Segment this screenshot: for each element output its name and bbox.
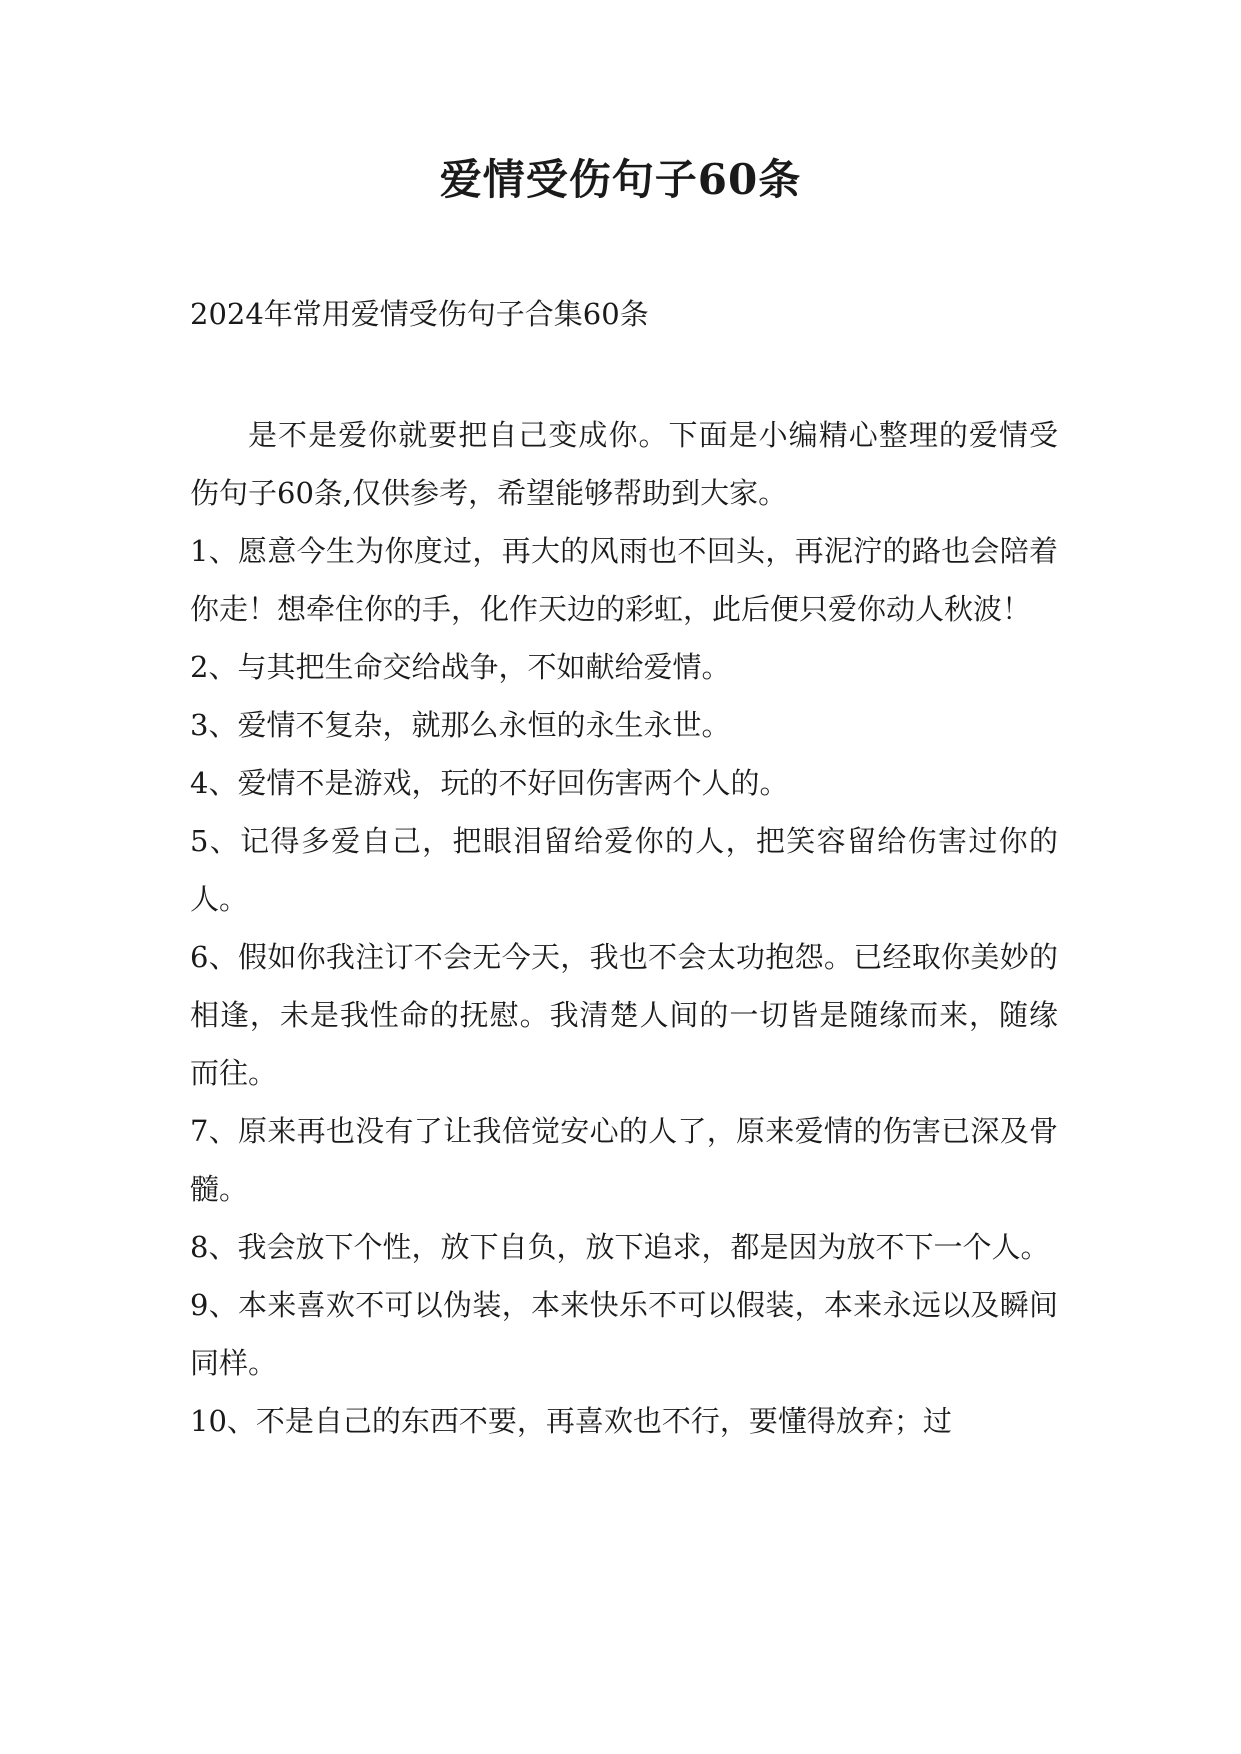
list-item: 4、爱情不是游戏，玩的不好回伤害两个人的。 — [190, 766, 789, 800]
list-item: 1、愿意今生为你度过，再大的风雨也不回头，再泥泞的路也会陪着你走！想牵住你的手，化作天边的彩虹，此后便只爱你动人秋波！ — [190, 534, 1058, 626]
document-body — [190, 406, 1058, 1450]
list-item: 2、与其把生命交给战争，不如献给爱情。 — [190, 650, 731, 684]
list-item: 6、假如你我注订不会无今天，我也不会太功抱怨。已经取你美妙的相逢，未是我性命的抚慰。我清楚人间的一切皆是随缘而来，随缘而往。 — [190, 940, 1058, 1090]
list-item: 3、爱情不复杂，就那么永恒的永生永世。 — [190, 708, 731, 742]
list-item: 8、我会放下个性，放下自负，放下追求，都是因为放不下一个人。 — [190, 1230, 1050, 1264]
document-title: 爱情受伤句子60条 — [439, 155, 802, 204]
list-item: 7、原来再也没有了让我倍觉安心的人了，原来爱情的伤害已深及骨髓。 — [190, 1114, 1058, 1206]
list-item: 9、本来喜欢不可以伪装，本来快乐不可以假装，本来永远以及瞬间同样。 — [190, 1288, 1058, 1380]
intro-paragraph: 是不是爱你就要把自己变成你。下面是小编精心整理的爱情受伤句子60条,仅供参考，希望能够帮助到大家。 — [190, 418, 1058, 510]
list-item: 10、不是自己的东西不要，再喜欢也不行，要懂得放弃；过 — [190, 1404, 952, 1438]
document-subtitle: 2024年常用爱情受伤句子合集60条 — [190, 297, 649, 331]
list-item: 5、记得多爱自己，把眼泪留给爱你的人，把笑容留给伤害过你的人。 — [190, 824, 1058, 916]
